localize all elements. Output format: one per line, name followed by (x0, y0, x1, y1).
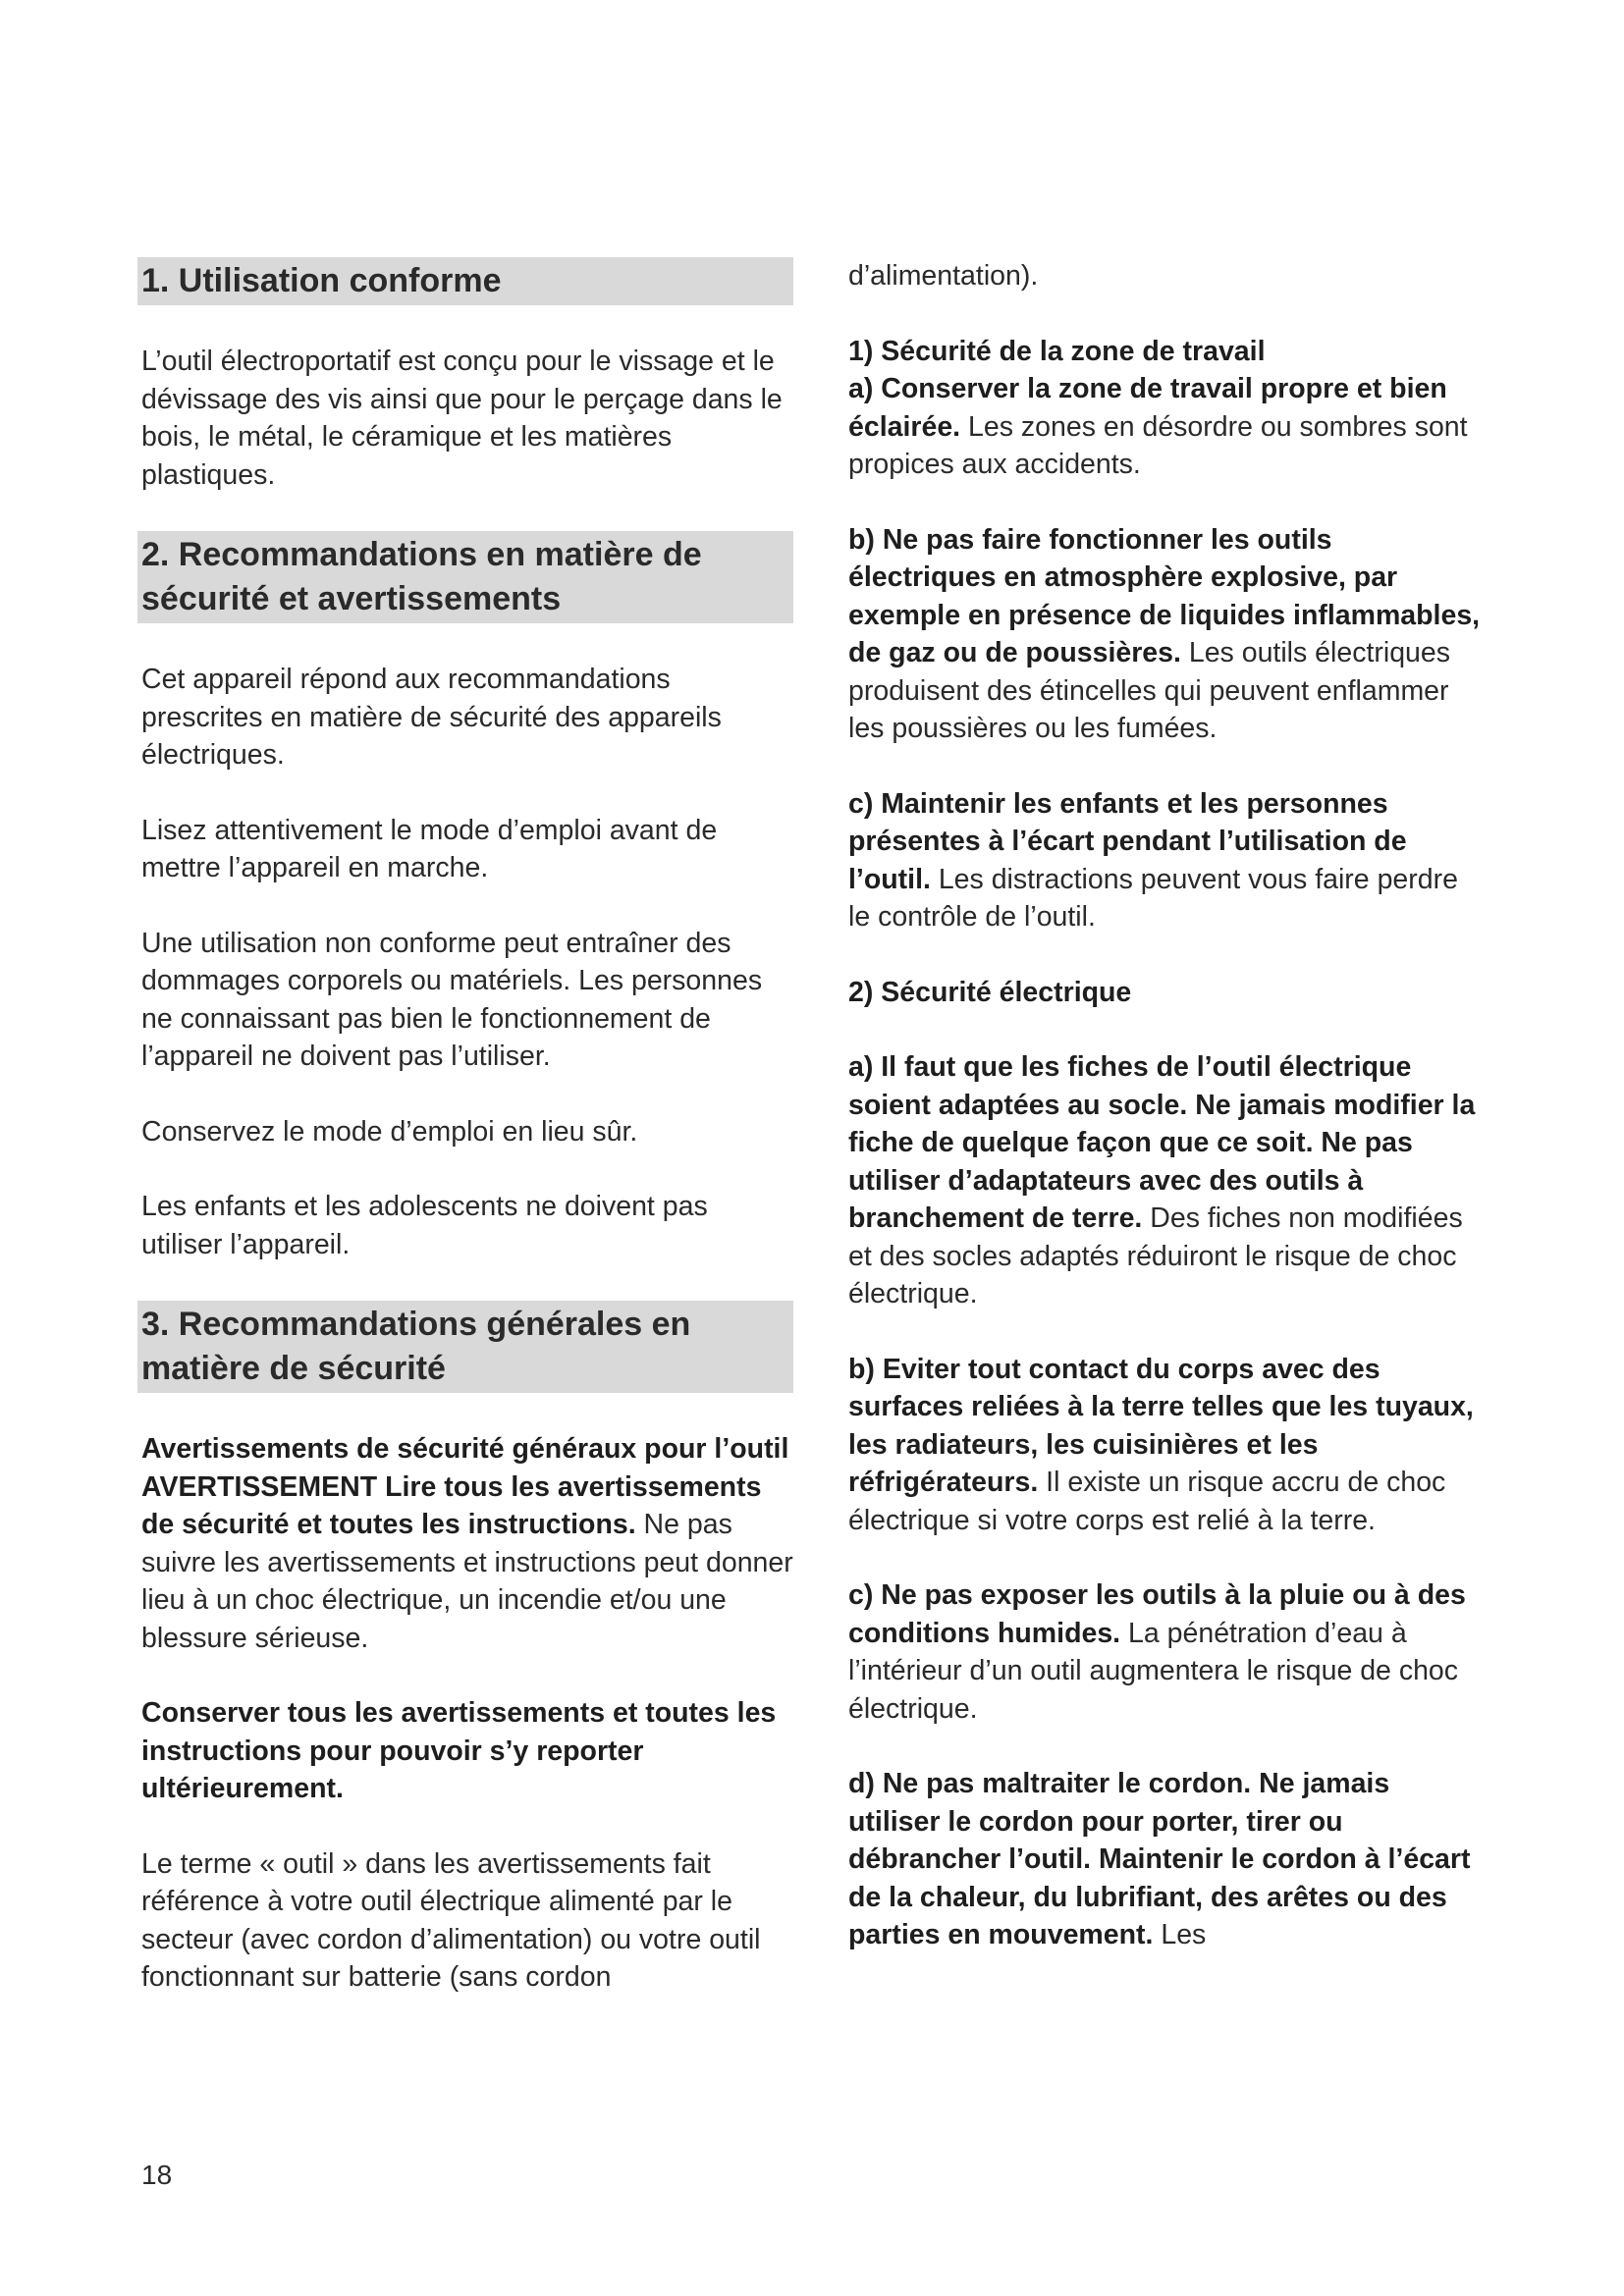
item-electrical-b (848, 1351, 1483, 1540)
paragraph-continuation: d’alimentation). (848, 260, 1039, 292)
subheading-electrical: 2) Sécurité électrique (848, 976, 1132, 1008)
item-electrical-d (848, 1765, 1483, 1954)
item-text: Les distractions peuvent vous faire perdre le contrôle de l’outil. (848, 863, 1458, 933)
item-electrical-a (848, 1048, 1483, 1313)
paragraph-usage: L’outil électroportatif est conçu pour le vissage et le dévissage des vis ainsi que pour le perçage dans le bois, le métal, le céramique et les matières plastiques. (141, 346, 783, 491)
paragraph-children: Les enfants et les adolescents ne doivent pas utiliser l’appareil. (141, 1191, 708, 1260)
item-lead: a) Conserver la zone de travail propre et bien éclairée. (848, 373, 1447, 443)
paragraph-warning (141, 1430, 793, 1657)
section-heading-recommandations: 2. Recommandations en matière de sécurité et avertissements (137, 531, 793, 623)
paragraph-tool-term: Le terme « outil » dans les avertissements fait référence à votre outil électrique alimenté par le secteur (avec cordon d’alimentation) ou votre outil fonctionnant sur batterie (sans cordon (141, 1847, 761, 1993)
paragraph-conformity: Cet appareil répond aux recommandations prescrites en matière de sécurité des appareils électriques. (141, 664, 722, 771)
keep-warnings-text: Conserver tous les avertissements et toutes les instructions pour pouvoir s’y reporter ultérieurement. (141, 1697, 777, 1804)
item-text: La pénétration d’eau à l’intérieur d’un outil augmentera le risque de choc électrique. (848, 1617, 1459, 1725)
paragraph-misuse: Une utilisation non conforme peut entraîner des dommages corporels ou matériels. Les personnes ne connaissant pas bien le fonctionnement de l’appareil ne doivent pas l’utiliser. (141, 927, 763, 1072)
item-work-area-c (848, 785, 1483, 936)
item-text: Il existe un risque accru de choc électrique si votre corps est relié à la terre. (848, 1467, 1446, 1536)
item-text: Les (1153, 1919, 1207, 1950)
left-column (137, 257, 793, 2034)
item-lead: a) Il faut que les fiches de l’outil électrique soient adaptées au socle. Ne jamais modifier la fiche de quelque façon que ce soit. Ne pas utiliser d’adaptateurs avec des outils à branchement de terre. (848, 1051, 1476, 1234)
item-work-area-a (848, 370, 1483, 484)
item-work-area-b (848, 521, 1483, 748)
paragraph-keep-manual: Conservez le mode d’emploi en lieu sûr. (141, 1115, 638, 1148)
item-lead: b) Eviter tout contact du corps avec des surfaces reliées à la terre telles que les tuyaux, les radiateurs, les cuisinières et les réfrigérateurs. (848, 1353, 1474, 1498)
section-heading-general-safety: 3. Recommandations générales en matière de sécurité (137, 1301, 793, 1393)
item-text: Des fiches non modifiées et des socles adaptés réduiront le risque de choc électrique. (848, 1202, 1463, 1309)
warning-title: Avertissements de sécurité généraux pour l’outil (141, 1433, 789, 1465)
page-number: 18 (141, 2160, 173, 2190)
paragraph-keep-warnings (141, 1694, 793, 1808)
item-lead: c) Maintenir les enfants et les personnes présentes à l’écart pendant l’utilisation de l’outil. (848, 787, 1407, 895)
paragraph-read-manual: Lisez attentivement le mode d’emploi avant de mettre l’appareil en marche. (141, 814, 718, 883)
section-heading-utilisation: 1. Utilisation conforme (137, 257, 793, 305)
subheading-work-area: 1) Sécurité de la zone de travail (848, 335, 1266, 367)
item-lead: d) Ne pas maltraiter le cordon. Ne jamais utiliser le cordon pour porter, tirer ou débrancher l’outil. Maintenir le cordon à l’écart de la chaleur, du lubrifiant, des arêtes ou des parties en mouvement. (848, 1768, 1471, 1950)
item-lead: b) Ne pas faire fonctionner les outils électriques en atmosphère explosive, par exemple en présence de liquides inflammables, de gaz ou de poussières. (848, 523, 1481, 668)
warning-text: Ne pas suivre les avertissements et instructions peut donner lieu à un choc électrique, un incendie et/ou une blessure sérieuse. (141, 1509, 793, 1654)
item-text: Les zones en désordre ou sombres sont propices aux accidents. (848, 410, 1468, 480)
right-column (844, 257, 1483, 1992)
item-electrical-c (848, 1576, 1483, 1728)
item-text: Les outils électriques produisent des étincelles qui peuvent enflammer les poussières ou les fumées. (848, 637, 1450, 744)
item-lead: c) Ne pas exposer les outils à la pluie ou à des conditions humides. (848, 1579, 1466, 1649)
warning-lead: AVERTISSEMENT Lire tous les avertissements de sécurité et toutes les instructions. (141, 1470, 762, 1540)
